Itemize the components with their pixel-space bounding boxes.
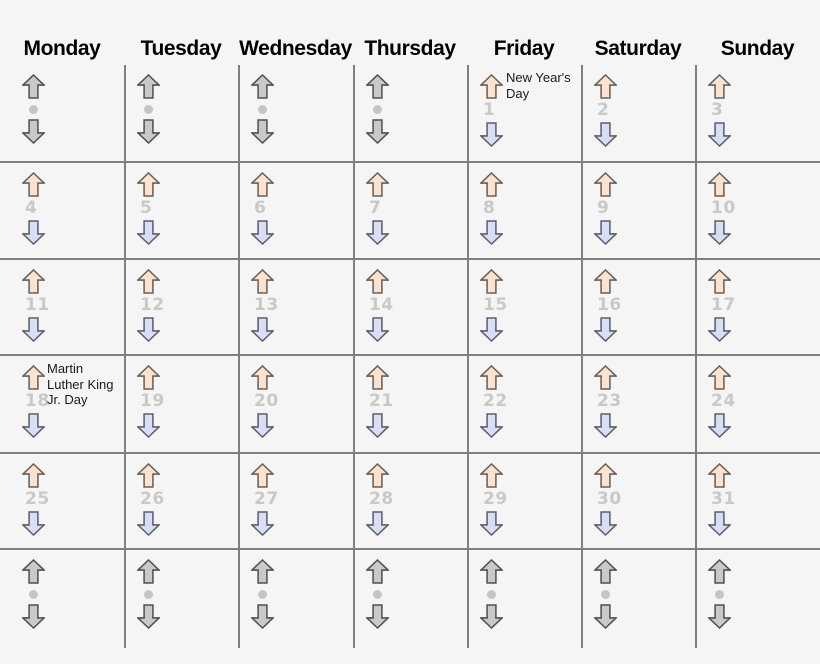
calendar-cell [695,452,820,548]
calendar-cell [581,548,695,648]
day-number: 24 [711,391,736,411]
spin-down-button[interactable] [366,511,389,536]
weekday-header-friday: Friday [493,37,555,60]
down-arrow-icon [137,604,160,629]
up-arrow-icon [137,365,160,390]
down-arrow-icon [22,604,45,629]
spin-up-button-disabled [366,74,389,99]
up-arrow-icon [480,74,503,99]
weekday-header-thursday: Thursday [364,37,456,60]
calendar-cell [467,161,581,258]
dot-icon [258,590,267,599]
up-arrow-icon [137,463,160,488]
spin-down-button[interactable] [708,122,731,147]
up-arrow-icon [251,365,274,390]
down-arrow-icon [22,413,45,438]
dot-icon [487,590,496,599]
dot-icon [29,105,38,114]
up-arrow-icon [366,463,389,488]
spin-up-button[interactable] [594,172,617,197]
calendar-cell [124,258,238,354]
spin-up-button-disabled [366,559,389,584]
spin-down-button[interactable] [594,220,617,245]
spin-up-button[interactable] [594,365,617,390]
day-number: 21 [369,391,394,411]
spin-up-button-disabled [137,559,160,584]
spin-down-button[interactable] [594,511,617,536]
spin-up-button[interactable] [251,269,274,294]
up-arrow-icon [480,559,503,584]
down-arrow-icon [480,604,503,629]
spin-up-button-disabled [251,559,274,584]
down-arrow-icon [137,317,160,342]
up-arrow-icon [137,559,160,584]
calendar-cell [581,258,695,354]
down-arrow-icon [594,317,617,342]
up-arrow-icon [708,269,731,294]
calendar-cell [467,354,581,452]
down-arrow-icon [366,511,389,536]
down-arrow-icon [251,220,274,245]
down-arrow-icon [480,317,503,342]
spin-down-button[interactable] [22,413,45,438]
day-number: 16 [597,295,622,315]
down-arrow-icon [137,119,160,144]
spin-up-button[interactable] [251,463,274,488]
up-arrow-icon [594,269,617,294]
calendar-cell [695,354,820,452]
spin-down-button[interactable] [708,317,731,342]
dot-icon [29,590,38,599]
day-number: 5 [140,198,153,218]
up-arrow-icon [594,172,617,197]
spin-down-button[interactable] [22,220,45,245]
dot-icon [144,105,153,114]
calendar-cell [467,65,581,161]
calendar-cell [124,354,238,452]
day-number: 8 [483,198,496,218]
spin-down-button[interactable] [251,511,274,536]
down-arrow-icon [137,220,160,245]
calendar-cell [353,161,467,258]
down-arrow-icon [480,220,503,245]
spin-down-button-disabled [251,604,274,629]
up-arrow-icon [22,269,45,294]
spin-up-button[interactable] [708,172,731,197]
up-arrow-icon [594,365,617,390]
down-arrow-icon [22,317,45,342]
calendar-cell [695,161,820,258]
day-number: 6 [254,198,267,218]
spin-up-button-disabled [22,559,45,584]
up-arrow-icon [480,172,503,197]
up-arrow-icon [137,74,160,99]
spin-down-button[interactable] [708,413,731,438]
down-arrow-icon [480,413,503,438]
down-arrow-icon [594,122,617,147]
holiday-label: New Year's Day [506,70,571,101]
spin-up-button[interactable] [22,172,45,197]
day-number: 25 [25,489,50,509]
spin-down-button[interactable] [22,511,45,536]
calendar-cell [467,258,581,354]
day-number: 17 [711,295,736,315]
spin-up-button[interactable] [480,463,503,488]
spin-down-button[interactable] [366,413,389,438]
down-arrow-icon [251,413,274,438]
calendar-cell [467,548,581,648]
weekday-header-monday: Monday [23,37,101,60]
calendar-cell [353,354,467,452]
up-arrow-icon [594,463,617,488]
spin-down-button[interactable] [137,413,160,438]
down-arrow-icon [22,511,45,536]
spin-down-button-disabled [22,119,45,144]
up-arrow-icon [708,365,731,390]
calendar-cell [124,452,238,548]
weekday-header-row [0,0,820,65]
day-number: 22 [483,391,508,411]
spin-down-button[interactable] [594,317,617,342]
day-number: 30 [597,489,622,509]
day-number: 14 [369,295,394,315]
down-arrow-icon [22,119,45,144]
spin-up-button[interactable] [480,172,503,197]
spin-up-button[interactable] [137,463,160,488]
up-arrow-icon [480,365,503,390]
down-arrow-icon [708,604,731,629]
spin-down-button[interactable] [137,220,160,245]
calendar-cell [124,65,238,161]
day-number: 10 [711,198,736,218]
calendar-cell [238,452,353,548]
down-arrow-icon [480,511,503,536]
weekday-header-saturday: Saturday [594,37,682,60]
spin-up-button[interactable] [22,269,45,294]
spin-up-button[interactable] [137,365,160,390]
spin-up-button[interactable] [366,172,389,197]
up-arrow-icon [22,463,45,488]
down-arrow-icon [251,317,274,342]
spin-up-button[interactable] [366,463,389,488]
calendar-cell [238,548,353,648]
dot-icon [373,590,382,599]
up-arrow-icon [137,269,160,294]
up-arrow-icon [594,559,617,584]
day-number: 28 [369,489,394,509]
spin-down-button[interactable] [480,511,503,536]
spin-up-button[interactable] [708,463,731,488]
dot-icon [601,590,610,599]
dot-icon [715,590,724,599]
up-arrow-icon [708,74,731,99]
down-arrow-icon [708,413,731,438]
up-arrow-icon [366,74,389,99]
down-arrow-icon [366,317,389,342]
calendar-cell [695,548,820,648]
spin-down-button-disabled [708,604,731,629]
calendar-cell [124,161,238,258]
spin-down-button-disabled [22,604,45,629]
spin-up-button-disabled [594,559,617,584]
down-arrow-icon [366,220,389,245]
spin-down-button[interactable] [251,220,274,245]
down-arrow-icon [708,511,731,536]
down-arrow-icon [137,511,160,536]
day-number: 11 [25,295,50,315]
spin-down-button[interactable] [251,413,274,438]
calendar-cell [695,65,820,161]
calendar-cell [124,548,238,648]
day-number: 20 [254,391,279,411]
calendar-cell [695,258,820,354]
calendar-cell [0,65,124,161]
spin-up-button[interactable] [480,365,503,390]
day-number: 18 [25,391,50,411]
day-number: 13 [254,295,279,315]
up-arrow-icon [708,172,731,197]
day-number: 27 [254,489,279,509]
spin-down-button[interactable] [366,317,389,342]
spin-up-button-disabled [22,74,45,99]
day-number: 15 [483,295,508,315]
day-number: 1 [483,100,496,120]
weekday-header-tuesday: Tuesday [140,37,222,60]
day-number: 4 [25,198,38,218]
spin-up-button[interactable] [137,172,160,197]
up-arrow-icon [251,269,274,294]
spin-down-button[interactable] [480,413,503,438]
day-number: 19 [140,391,165,411]
holiday-label: Martin Luther King Jr. Day [47,361,114,407]
day-number: 12 [140,295,165,315]
down-arrow-icon [366,604,389,629]
up-arrow-icon [366,269,389,294]
weekday-header-sunday: Sunday [720,37,795,60]
up-arrow-icon [137,172,160,197]
up-arrow-icon [366,559,389,584]
up-arrow-icon [22,172,45,197]
calendar-cell [0,452,124,548]
calendar-cell [581,161,695,258]
up-arrow-icon [594,74,617,99]
day-number: 7 [369,198,382,218]
calendar-cell [581,65,695,161]
spin-up-button-disabled [708,559,731,584]
down-arrow-icon [251,119,274,144]
spin-up-button[interactable] [708,74,731,99]
spin-up-button-disabled [480,559,503,584]
spin-up-button[interactable] [480,269,503,294]
spin-up-button[interactable] [708,269,731,294]
spin-down-button[interactable] [708,220,731,245]
spin-up-button-disabled [251,74,274,99]
spin-up-button[interactable] [22,463,45,488]
calendar-cell [0,548,124,648]
calendar-cell [0,161,124,258]
spin-up-button[interactable] [594,74,617,99]
down-arrow-icon [366,119,389,144]
spin-up-button[interactable] [594,269,617,294]
up-arrow-icon [480,463,503,488]
spin-up-button[interactable] [251,172,274,197]
up-arrow-icon [251,172,274,197]
spin-up-button[interactable] [137,269,160,294]
up-arrow-icon [251,463,274,488]
spin-up-button-disabled [137,74,160,99]
spin-up-button[interactable] [366,269,389,294]
day-number: 29 [483,489,508,509]
calendar-cell [581,354,695,452]
up-arrow-icon [251,559,274,584]
spin-down-button[interactable] [366,220,389,245]
down-arrow-icon [366,413,389,438]
spin-down-button-disabled [137,119,160,144]
calendar-cell [0,354,124,452]
spin-down-button[interactable] [22,317,45,342]
calendar-cell [353,452,467,548]
down-arrow-icon [594,413,617,438]
day-number: 26 [140,489,165,509]
spin-up-button[interactable] [480,74,503,99]
spin-down-button-disabled [366,119,389,144]
down-arrow-icon [22,220,45,245]
dot-icon [258,105,267,114]
down-arrow-icon [708,122,731,147]
spin-down-button[interactable] [708,511,731,536]
down-arrow-icon [137,413,160,438]
calendar-cell [238,161,353,258]
spin-down-button[interactable] [594,122,617,147]
spin-down-button[interactable] [594,413,617,438]
spin-up-button[interactable] [251,365,274,390]
up-arrow-icon [366,365,389,390]
spin-up-button[interactable] [594,463,617,488]
spin-down-button[interactable] [480,317,503,342]
down-arrow-icon [708,317,731,342]
up-arrow-icon [366,172,389,197]
up-arrow-icon [708,463,731,488]
dot-icon [373,105,382,114]
spin-up-button[interactable] [366,365,389,390]
weekday-header-wednesday: Wednesday [239,37,352,60]
up-arrow-icon [708,559,731,584]
day-number: 2 [597,100,610,120]
calendar-cell [353,65,467,161]
up-arrow-icon [480,269,503,294]
calendar-grid [0,65,820,648]
spin-down-button-disabled [366,604,389,629]
down-arrow-icon [594,511,617,536]
spin-down-button[interactable] [480,122,503,147]
spin-down-button-disabled [594,604,617,629]
up-arrow-icon [22,365,45,390]
calendar-cell [0,258,124,354]
day-number: 9 [597,198,610,218]
up-arrow-icon [22,559,45,584]
down-arrow-icon [594,604,617,629]
calendar-cell [467,452,581,548]
spin-down-button-disabled [251,119,274,144]
down-arrow-icon [251,511,274,536]
spin-down-button[interactable] [480,220,503,245]
up-arrow-icon [22,74,45,99]
spin-down-button-disabled [480,604,503,629]
spin-up-button[interactable] [22,365,45,390]
up-arrow-icon [251,74,274,99]
day-number: 3 [711,100,724,120]
down-arrow-icon [251,604,274,629]
day-number: 31 [711,489,736,509]
down-arrow-icon [708,220,731,245]
day-number: 23 [597,391,622,411]
calendar-cell [353,258,467,354]
calendar-cell [353,548,467,648]
spin-up-button[interactable] [708,365,731,390]
calendar-cell [581,452,695,548]
calendar-cell [238,354,353,452]
spin-down-button[interactable] [137,511,160,536]
spin-down-button[interactable] [251,317,274,342]
calendar-cell [238,258,353,354]
spin-down-button-disabled [137,604,160,629]
calendar-cell [238,65,353,161]
dot-icon [144,590,153,599]
down-arrow-icon [480,122,503,147]
spin-down-button[interactable] [137,317,160,342]
down-arrow-icon [594,220,617,245]
